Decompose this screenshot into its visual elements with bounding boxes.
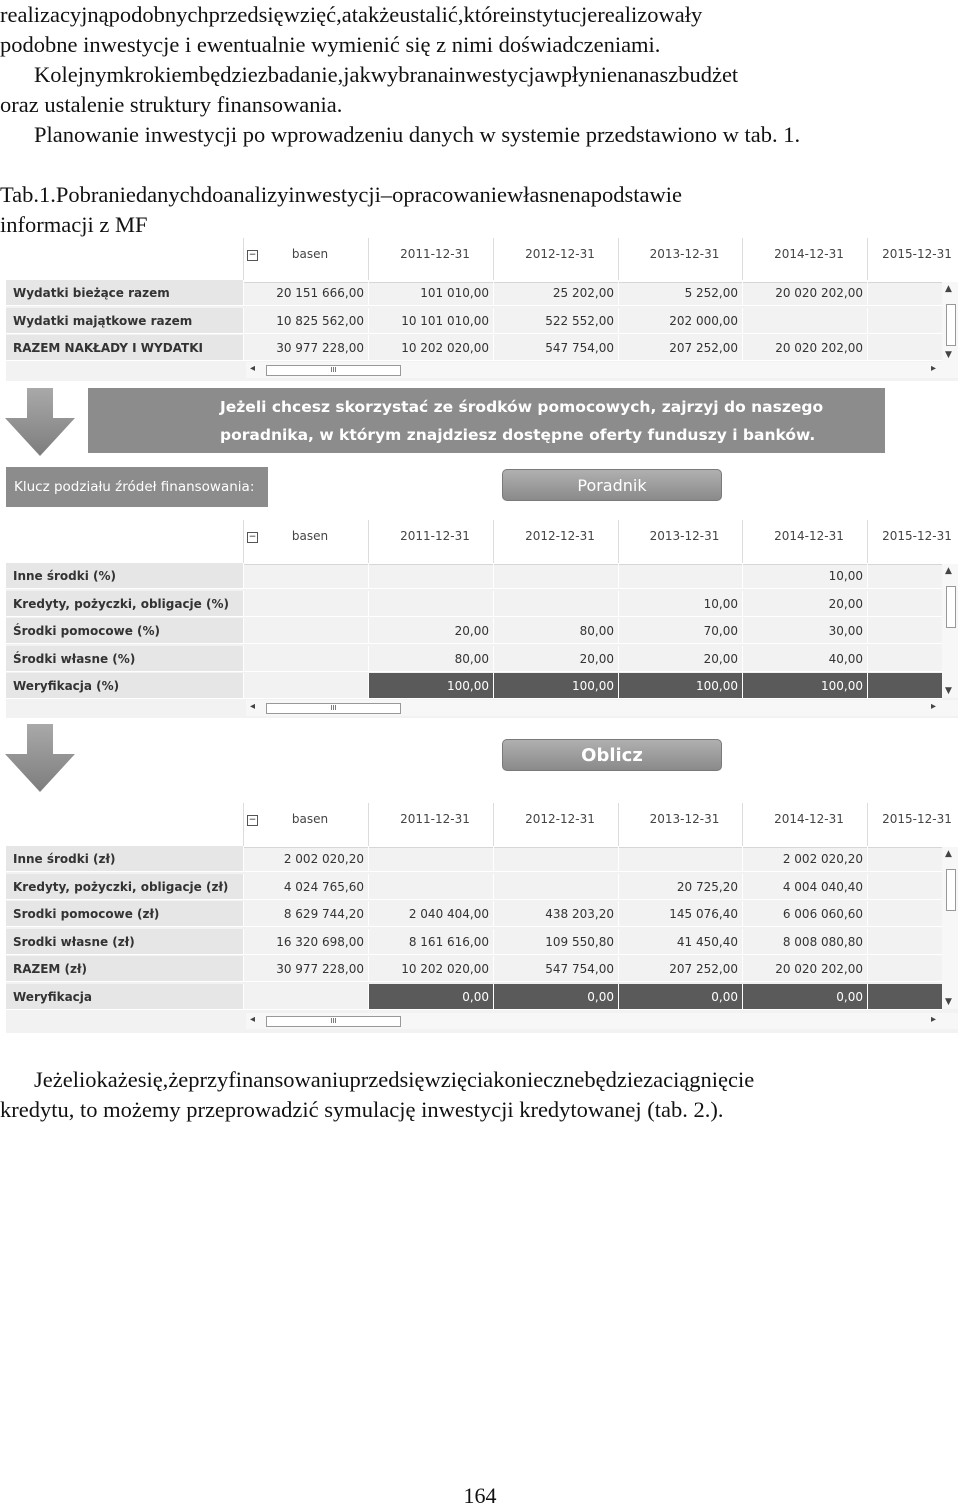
row-label: Srodki pomocowe (zł) bbox=[6, 901, 243, 927]
table-cell[interactable] bbox=[243, 646, 368, 672]
table-cell[interactable]: 207 252,00 bbox=[618, 956, 742, 982]
column-header: basen bbox=[243, 238, 368, 282]
table-cell[interactable] bbox=[867, 563, 942, 589]
table-cell[interactable]: 30 977 228,00 bbox=[243, 335, 368, 361]
table-cell[interactable]: 20,00 bbox=[742, 591, 867, 617]
table-row bbox=[6, 956, 958, 983]
table-cell[interactable] bbox=[867, 308, 942, 334]
column-header: 2013-12-31 bbox=[618, 520, 742, 564]
page-number: 164 bbox=[463, 1483, 497, 1508]
word: okaże bbox=[85, 1067, 138, 1092]
column-header: 2013-12-31 bbox=[618, 803, 742, 847]
table-cell[interactable]: 101 010,00 bbox=[368, 280, 493, 306]
arrow-down-icon bbox=[5, 388, 75, 456]
row-label: Weryfikacja bbox=[6, 984, 243, 1010]
table-cell[interactable]: 4 004 040,40 bbox=[742, 874, 867, 900]
scroll-up-icon[interactable]: ▲ bbox=[945, 284, 952, 294]
scroll-right-icon[interactable]: ▸ bbox=[930, 363, 936, 374]
table-row bbox=[6, 308, 958, 335]
grid-header bbox=[6, 520, 958, 565]
table-cell[interactable]: 6 006 060,60 bbox=[742, 901, 867, 927]
table-cell[interactable]: 2 040 404,00 bbox=[368, 901, 493, 927]
word: przedsięwzięcia bbox=[349, 1067, 494, 1092]
word: 1. bbox=[39, 182, 56, 207]
column-header: 2013-12-31 bbox=[618, 238, 742, 282]
collapse-icon[interactable]: − bbox=[248, 815, 257, 825]
word: danych bbox=[135, 182, 201, 207]
word: finansowaniu bbox=[228, 1067, 350, 1092]
table-row bbox=[6, 618, 958, 645]
p4-line-2: kredytu, to możemy przeprowadzić symulację inwestycji kredytowanej (tab. 2.). bbox=[0, 1097, 724, 1122]
table-cell[interactable]: 10 202 020,00 bbox=[368, 956, 493, 982]
word: zbadanie, bbox=[257, 62, 344, 87]
column-header: 2014-12-31 bbox=[742, 803, 867, 847]
table-row bbox=[6, 563, 958, 590]
guide-banner bbox=[88, 388, 885, 453]
column-header: 2014-12-31 bbox=[742, 520, 867, 564]
table-cell[interactable] bbox=[493, 846, 618, 872]
table-row bbox=[6, 929, 958, 956]
word: analizy bbox=[223, 182, 289, 207]
funding-amount-grid bbox=[6, 803, 958, 1033]
table-cell[interactable] bbox=[368, 591, 493, 617]
p1-line-2: podobne inwestycje i ewentualnie wymienić się z nimi doświadczeniami. bbox=[0, 32, 661, 57]
table-cell[interactable]: 41 450,40 bbox=[618, 929, 742, 955]
table-cell[interactable]: 16 320 698,00 bbox=[243, 929, 368, 955]
funding-percent-grid bbox=[6, 520, 958, 718]
table-cell[interactable]: 10 202 020,00 bbox=[368, 335, 493, 361]
word: opracowanie bbox=[392, 182, 508, 207]
table-cell[interactable]: 10 825 562,00 bbox=[243, 308, 368, 334]
scroll-thumb[interactable] bbox=[946, 304, 956, 346]
row-label: Wydatki bieżące razem bbox=[6, 280, 243, 306]
table-cell[interactable] bbox=[742, 308, 867, 334]
word: konieczne bbox=[493, 1067, 585, 1092]
banner-line-1: Jeżeli chcesz skorzystać ze środków pomocowych, zajrzyj do naszego bbox=[220, 398, 824, 416]
table-row bbox=[6, 591, 958, 618]
collapse-icon[interactable]: − bbox=[248, 532, 257, 542]
table-cell[interactable]: 438 203,20 bbox=[493, 901, 618, 927]
p3-line-1: Planowanie inwestycji po wprowadzeniu danych w systemie przedstawiono w tab. 1. bbox=[34, 122, 801, 147]
arrow-down-icon bbox=[5, 724, 75, 792]
table-cell[interactable]: 100,00 bbox=[493, 673, 618, 699]
table-cell[interactable]: 10,00 bbox=[618, 591, 742, 617]
row-label: Weryfikacja (%) bbox=[6, 673, 243, 699]
table-row bbox=[6, 846, 958, 873]
table-cell[interactable]: 202 000,00 bbox=[618, 308, 742, 334]
table-cell[interactable]: 4 024 765,60 bbox=[243, 874, 368, 900]
word: realizowały bbox=[597, 2, 703, 27]
table-cell[interactable]: 522 552,00 bbox=[493, 308, 618, 334]
word: że bbox=[168, 1067, 189, 1092]
column-header: 2011-12-31 bbox=[368, 803, 493, 847]
word: będzie bbox=[198, 62, 258, 87]
p4-line-1 bbox=[0, 1065, 960, 1095]
table-row bbox=[6, 901, 958, 928]
table-cell[interactable]: 20 725,20 bbox=[618, 874, 742, 900]
row-label: Inne środki (zł) bbox=[6, 846, 243, 872]
table-cell[interactable]: 80,00 bbox=[368, 646, 493, 672]
column-header: 2011-12-31 bbox=[368, 520, 493, 564]
calculate-button[interactable]: Oblicz bbox=[502, 739, 722, 771]
word: na bbox=[569, 182, 591, 207]
word: własne bbox=[507, 182, 570, 207]
horizontal-scrollbar[interactable] bbox=[246, 362, 958, 378]
column-header: basen bbox=[243, 803, 368, 847]
table-cell[interactable] bbox=[368, 563, 493, 589]
word: inwestycji bbox=[288, 182, 381, 207]
table-row bbox=[6, 874, 958, 901]
table-cell[interactable]: 100,00 bbox=[368, 673, 493, 699]
column-header: basen bbox=[243, 520, 368, 564]
caption-line-2: informacji z MF bbox=[0, 212, 148, 237]
table-cell[interactable] bbox=[243, 618, 368, 644]
table-cell[interactable]: 10 101 010,00 bbox=[368, 308, 493, 334]
table-cell[interactable]: 30,00 bbox=[742, 618, 867, 644]
table-cell[interactable]: 20,00 bbox=[368, 618, 493, 644]
scroll-down-icon[interactable]: ▼ bbox=[945, 997, 952, 1007]
table-cell[interactable] bbox=[368, 846, 493, 872]
table-cell[interactable]: 0,00 bbox=[368, 984, 493, 1010]
word: także bbox=[351, 2, 400, 27]
word: podstawie bbox=[590, 182, 683, 207]
row-label: Kredyty, pożyczki, obligacje (%) bbox=[6, 591, 243, 617]
funding-key-label: Klucz podziału źródeł finansowania: bbox=[6, 467, 268, 507]
table-cell[interactable] bbox=[867, 591, 942, 617]
column-header: 2015-12-31 bbox=[867, 520, 958, 564]
table-cell[interactable] bbox=[867, 280, 942, 306]
scroll-right-icon[interactable]: ▸ bbox=[930, 701, 936, 712]
scroll-up-icon[interactable]: ▲ bbox=[945, 566, 952, 576]
table-cell[interactable]: 207 252,00 bbox=[618, 335, 742, 361]
scroll-thumb[interactable] bbox=[946, 586, 956, 628]
table-cell[interactable] bbox=[867, 901, 942, 927]
table-cell[interactable] bbox=[368, 874, 493, 900]
table-cell[interactable]: 8 161 616,00 bbox=[368, 929, 493, 955]
word: przedsięwzięć, bbox=[208, 2, 342, 27]
table-cell[interactable] bbox=[867, 618, 942, 644]
word: budżet bbox=[678, 62, 739, 87]
row-label: RAZEM (zł) bbox=[6, 956, 243, 982]
table-row bbox=[6, 646, 958, 673]
word: ustalić, bbox=[399, 2, 464, 27]
row-label: Srodki własne (zł) bbox=[6, 929, 243, 955]
column-header: 2015-12-31 bbox=[867, 238, 958, 282]
vertical-scrollbar[interactable] bbox=[942, 564, 958, 698]
scroll-up-icon[interactable]: ▲ bbox=[945, 849, 952, 859]
word: zaciągnięcie bbox=[643, 1067, 755, 1092]
column-header: 2015-12-31 bbox=[867, 803, 958, 847]
word: podobnych bbox=[108, 2, 209, 27]
table-cell[interactable]: 5 252,00 bbox=[618, 280, 742, 306]
scroll-left-icon[interactable]: ◂ bbox=[250, 701, 256, 712]
table-cell[interactable] bbox=[867, 673, 942, 699]
expenses-grid bbox=[6, 238, 958, 381]
table-cell[interactable]: 10,00 bbox=[742, 563, 867, 589]
table-cell[interactable] bbox=[867, 929, 942, 955]
table-cell[interactable]: 20 020 202,00 bbox=[742, 956, 867, 982]
table-cell[interactable]: 8 008 080,80 bbox=[742, 929, 867, 955]
table-cell[interactable] bbox=[243, 591, 368, 617]
table-cell[interactable]: 20,00 bbox=[493, 646, 618, 672]
table-cell[interactable]: 547 754,00 bbox=[493, 335, 618, 361]
table-cell[interactable]: 547 754,00 bbox=[493, 956, 618, 982]
table-cell[interactable] bbox=[243, 673, 368, 699]
word: a bbox=[341, 2, 352, 27]
table-cell[interactable] bbox=[867, 874, 942, 900]
table-cell[interactable]: 0,00 bbox=[493, 984, 618, 1010]
word: do bbox=[200, 182, 224, 207]
table-cell[interactable]: 20 020 202,00 bbox=[742, 335, 867, 361]
table-cell[interactable]: 20 151 666,00 bbox=[243, 280, 368, 306]
table-cell[interactable]: 100,00 bbox=[618, 673, 742, 699]
table-cell[interactable] bbox=[867, 335, 942, 361]
table-cell[interactable] bbox=[493, 591, 618, 617]
table-cell[interactable] bbox=[243, 984, 368, 1010]
p2-line-2: oraz ustalenie struktury finansowania. bbox=[0, 92, 343, 117]
word: Pobranie bbox=[55, 182, 136, 207]
table-cell[interactable]: 145 076,40 bbox=[618, 901, 742, 927]
scroll-thumb[interactable] bbox=[946, 869, 956, 911]
scroll-left-icon[interactable]: ◂ bbox=[250, 363, 256, 374]
column-header: 2012-12-31 bbox=[493, 238, 618, 282]
word: Kolejnym bbox=[34, 62, 124, 87]
table-cell[interactable]: 25 202,00 bbox=[493, 280, 618, 306]
scroll-left-icon[interactable]: ◂ bbox=[250, 1014, 256, 1025]
table-cell[interactable]: 80,00 bbox=[493, 618, 618, 644]
word: wpłynie bbox=[544, 62, 617, 87]
grid-header bbox=[6, 803, 958, 848]
table-row bbox=[6, 280, 958, 307]
grid-header bbox=[6, 238, 958, 283]
word: nasz bbox=[638, 62, 679, 87]
table-cell[interactable]: 20,00 bbox=[618, 646, 742, 672]
banner-line-2: poradnika, w którym znajdziesz dostępne oferty funduszy i banków. bbox=[220, 426, 816, 444]
table-cell[interactable]: 100,00 bbox=[742, 673, 867, 699]
word: jak bbox=[343, 62, 371, 87]
scroll-down-icon[interactable]: ▼ bbox=[945, 686, 952, 696]
row-label: Kredyty, pożyczki, obligacje (zł) bbox=[6, 874, 243, 900]
table-cell[interactable] bbox=[493, 874, 618, 900]
table-cell[interactable]: 109 550,80 bbox=[493, 929, 618, 955]
column-header: 2012-12-31 bbox=[493, 803, 618, 847]
table-cell[interactable]: 30 977 228,00 bbox=[243, 956, 368, 982]
row-label: Wydatki majątkowe razem bbox=[6, 308, 243, 334]
table-cell[interactable] bbox=[618, 563, 742, 589]
table-cell[interactable]: 40,00 bbox=[742, 646, 867, 672]
word: przy bbox=[188, 1067, 229, 1092]
table-cell[interactable] bbox=[867, 956, 942, 982]
table-row bbox=[6, 673, 958, 700]
word: będzie bbox=[584, 1067, 644, 1092]
paragraph-4 bbox=[0, 1065, 960, 1125]
collapse-icon[interactable]: − bbox=[248, 250, 257, 260]
scroll-down-icon[interactable]: ▼ bbox=[945, 350, 952, 360]
column-header: 2011-12-31 bbox=[368, 238, 493, 282]
column-header: 2014-12-31 bbox=[742, 238, 867, 282]
row-label: Środki własne (%) bbox=[6, 646, 243, 672]
table-cell[interactable] bbox=[243, 563, 368, 589]
table-cell[interactable] bbox=[867, 984, 942, 1010]
row-label: Inne środki (%) bbox=[6, 563, 243, 589]
guide-button[interactable]: Poradnik bbox=[502, 469, 722, 501]
table-cell[interactable]: 0,00 bbox=[618, 984, 742, 1010]
word: – bbox=[380, 182, 393, 207]
scroll-thumb[interactable]: III bbox=[266, 1016, 401, 1027]
table-row bbox=[6, 335, 958, 362]
word: Jeżeli bbox=[34, 1067, 86, 1092]
row-label: RAZEM NAKŁADY I WYDATKI bbox=[6, 335, 243, 361]
vertical-scrollbar[interactable] bbox=[942, 847, 958, 1009]
scroll-thumb[interactable]: III bbox=[266, 703, 401, 714]
table-cell[interactable] bbox=[618, 846, 742, 872]
table-cell[interactable] bbox=[493, 563, 618, 589]
table-cell[interactable]: 70,00 bbox=[618, 618, 742, 644]
horizontal-scrollbar[interactable] bbox=[246, 700, 958, 716]
row-label: Środki pomocowe (%) bbox=[6, 618, 243, 644]
table-cell[interactable]: 2 002 020,20 bbox=[243, 846, 368, 872]
table-cell[interactable] bbox=[867, 646, 942, 672]
word: realizacyjną bbox=[0, 2, 109, 27]
table-cell[interactable]: 20 020 202,00 bbox=[742, 280, 867, 306]
word: na bbox=[616, 62, 639, 87]
table-cell[interactable]: 0,00 bbox=[742, 984, 867, 1010]
vertical-scrollbar[interactable] bbox=[942, 282, 958, 362]
word: krokiem bbox=[124, 62, 199, 87]
word: się, bbox=[137, 1067, 169, 1092]
word: instytucje bbox=[509, 2, 598, 27]
word: które bbox=[463, 2, 510, 27]
word: Tab. bbox=[0, 182, 40, 207]
table-row bbox=[6, 984, 958, 1011]
table-cell[interactable] bbox=[867, 846, 942, 872]
horizontal-scrollbar[interactable] bbox=[246, 1013, 958, 1029]
column-header: 2012-12-31 bbox=[493, 520, 618, 564]
table-cell[interactable]: 8 629 744,20 bbox=[243, 901, 368, 927]
word: wybrana bbox=[370, 62, 449, 87]
table-cell[interactable]: 2 002 020,20 bbox=[742, 846, 867, 872]
scroll-right-icon[interactable]: ▸ bbox=[930, 1014, 936, 1025]
word: inwestycja bbox=[448, 62, 545, 87]
scroll-thumb[interactable]: III bbox=[266, 365, 401, 376]
